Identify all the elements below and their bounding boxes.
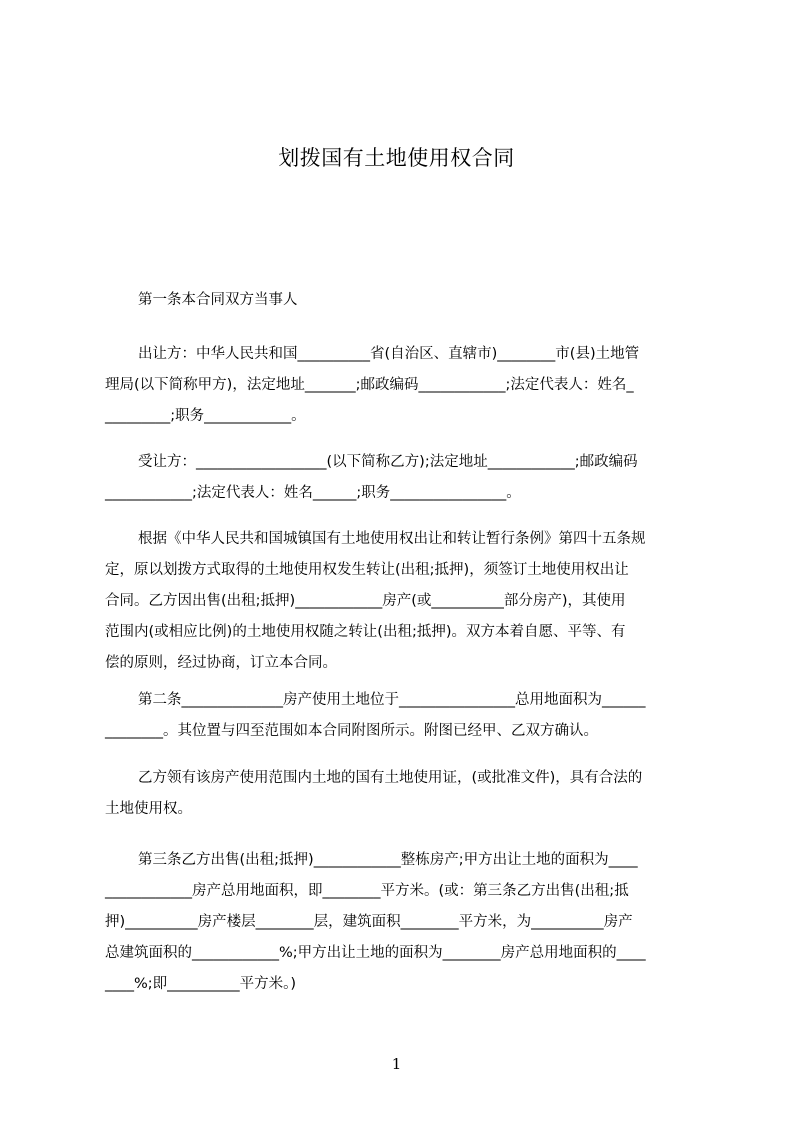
text-line: _________;职务____________。 [105, 408, 306, 424]
text-line: ________。其位置与四至范围如本合同附图所示。附图已经甲、乙双方确认。 [105, 723, 598, 739]
text-line: 定，原以划拨方式取得的土地使用权发生转让(出租;抵押)，须签订土地使用权出让 [105, 562, 629, 578]
page-number: 1 [391, 1055, 402, 1073]
text-line: 第三条乙方出售(出租;抵押)____________整栋房产;甲方出让土地的面积为____ [138, 852, 638, 868]
transferee-paragraph [105, 447, 700, 509]
text-line: 受让方：__________________(以下简称乙方);法定地址____________;邮政编码 [138, 454, 638, 470]
text-line: 押)__________房产楼层________层，建筑面积________平方米，为__________房产 [105, 914, 633, 930]
certificate-paragraph [105, 763, 700, 825]
article-3-paragraph [105, 845, 700, 1000]
text-line: 乙方领有该房产使用范围内土地的国有土地使用证，(或批准文件)，具有合法的 [138, 770, 643, 786]
page-title: 划拨国有土地使用权合同 [278, 146, 515, 170]
text-line: ____________;法定代表人：姓名______;职务________________。 [105, 485, 521, 501]
text-line: 理局(以下简称甲方)，法定地址_______;邮政编码____________;法定代表人：姓名_ [105, 377, 634, 393]
text-line: 范围内(或相应比例)的土地使用权随之转让(出租;抵押)。双方本着自愿、平等、有 [105, 624, 626, 640]
text-line: 合同。乙方因出售(出租;抵押)____________房产(或__________部分房产)，其使用 [105, 593, 626, 609]
text-line: 第一条本合同双方当事人 [138, 292, 298, 308]
text-line: 土地使用权。 [105, 801, 192, 817]
basis-paragraph [105, 524, 700, 679]
text-line: ____________房产总用地面积，即________平方米。(或：第三条乙方出售(出租;抵 [105, 883, 629, 899]
text-line: ____%;即__________平方米。) [105, 976, 297, 992]
text-line: 根据《中华人民共和国城镇国有土地使用权出让和转让暂行条例》第四十五条规 [138, 531, 646, 547]
text-line: 总建筑面积的____________%;甲方出让土地的面积为________房产总用地面积的____ [105, 945, 646, 961]
text-line: 出让方：中华人民共和国__________省(自治区、直辖市)________市(县)土地管 [138, 346, 640, 362]
text-line: 偿的原则，经过协商，订立本合同。 [105, 655, 337, 671]
text-line: 第二条______________房产使用土地位于________________总用地面积为______ [138, 692, 646, 708]
article-2-paragraph [105, 685, 700, 747]
transferor-paragraph [105, 339, 700, 432]
article-1-heading [105, 285, 700, 316]
